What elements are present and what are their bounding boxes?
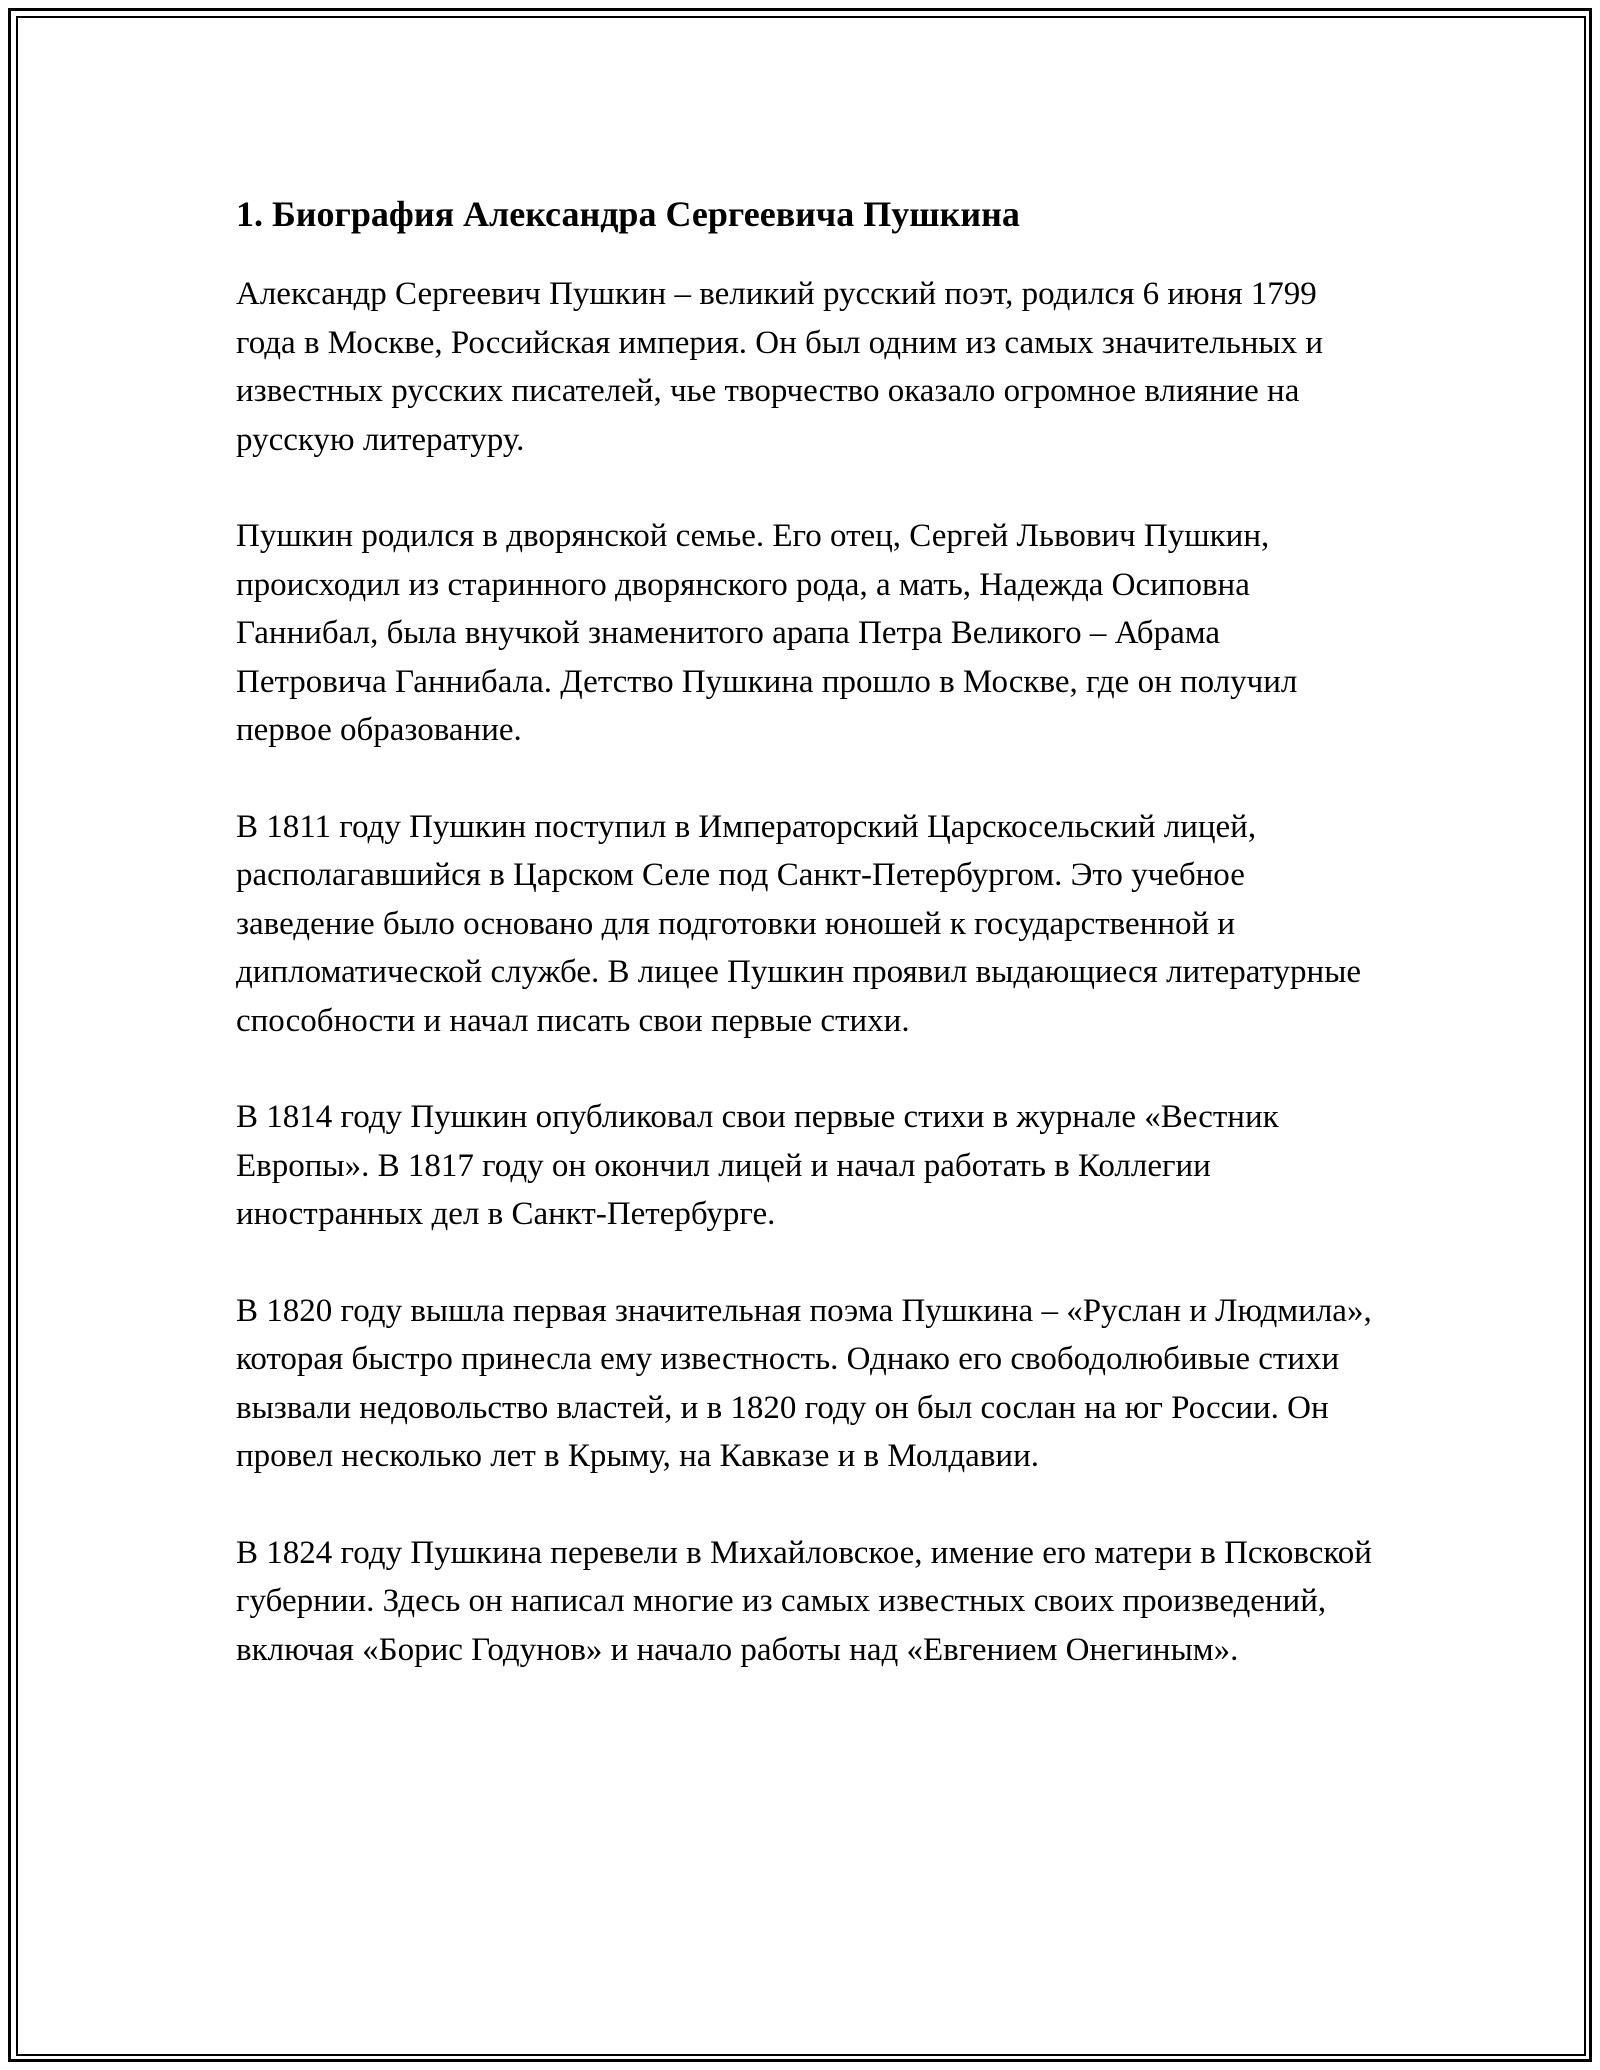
paragraph-lyceum: В 1811 году Пушкин поступил в Императорский Царскосельский лицей, располагавшийся в Царском Селе под Санкт-Петербургом. Это учебное заведение было основано для подготовки юношей к государственной и дипломатической службе. В лицее Пушкин проявил выдающиеся литературные способности и начал писать свои первые стихи. (236, 808, 1362, 1039)
document-page (236, 188, 1376, 1722)
paragraph-mikhailovskoe: В 1824 году Пушкина перевели в Михайловское, имение его матери в Псковской губернии. Здесь он написал многие из самых известных своих произведений, включая «Борис Годунов» и начало работы над «Евгением Онегиным». (236, 1534, 1372, 1668)
paragraph-first-publication: В 1814 году Пушкин опубликовал свои первые стихи в журнале «Вестник Европы». В 1817 году он окончил лицей и начал работать в Коллегии иностранных дел в Санкт-Петербурге. (236, 1099, 1279, 1232)
paragraph-exile: В 1820 году вышла первая значительная поэма Пушкина – «Руслан и Людмила», которая быстро принесла ему известность. Однако его свободолюбивые стихи вызвали недовольство властей, и в 1820 году он был сослан на юг России. Он провел несколько лет в Крыму, на Кавказе и в Молдавии. (236, 1292, 1372, 1474)
section-heading: 1. Биография Александра Сергеевича Пушкина (236, 194, 1020, 234)
paragraph-family: Пушкин родился в дворянской семье. Его отец, Сергей Львович Пушкин, происходил из старинного дворянского рода, а мать, Надежда Осиповна Ганнибал, была внучкой знаменитого арапа Петра Великого – Абрама Петровича Ганнибала. Детство Пушкина прошло в Москве, где он получил первое образование. (236, 518, 1298, 748)
paragraph-intro: Александр Сергеевич Пушкин – великий русский поэт, родился 6 июня 1799 года в Москве, Российская империя. Он был одним из самых значительных и известных русских писателей, чье творчество оказало огромное влияние на русскую литературу. (236, 276, 1324, 458)
